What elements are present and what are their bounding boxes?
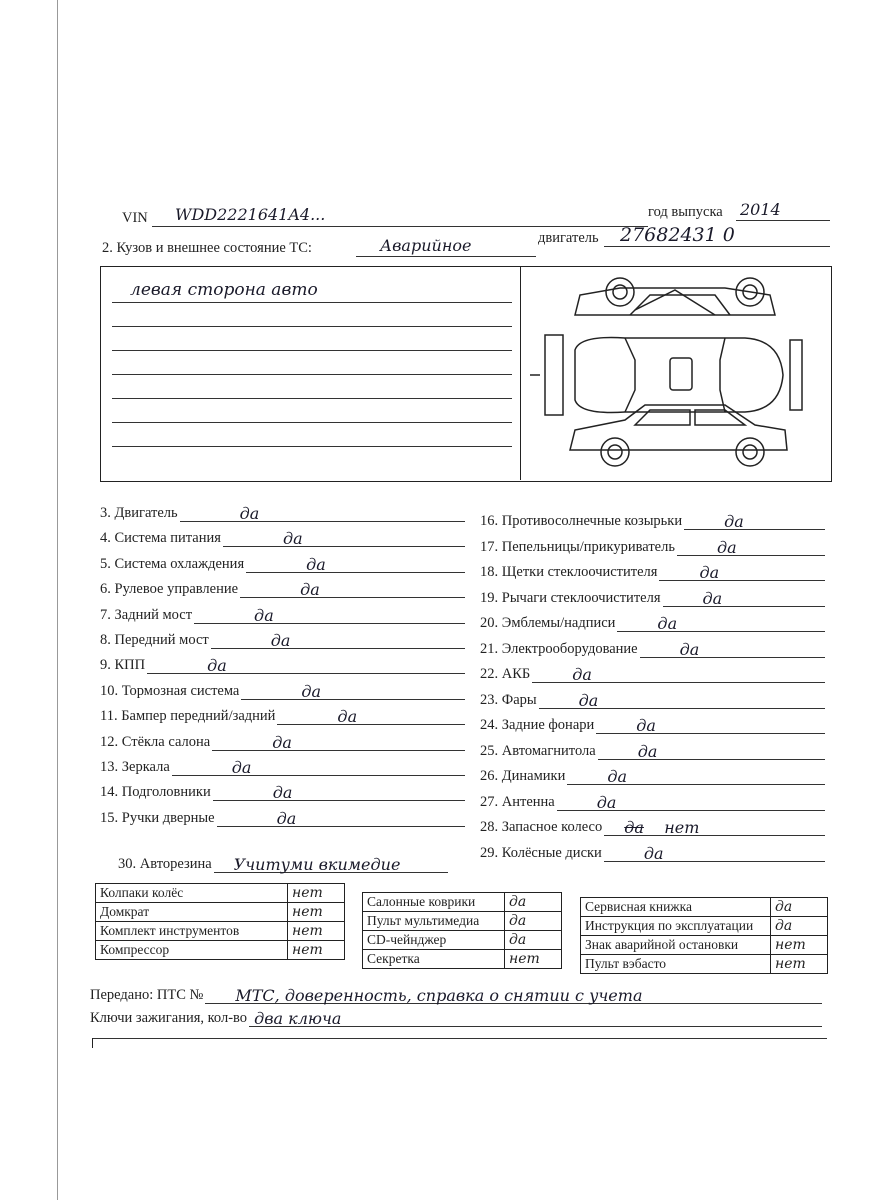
item-value: нет	[664, 818, 700, 837]
item-value: да	[637, 741, 658, 761]
item-line	[147, 656, 465, 676]
item-value: да	[282, 529, 303, 549]
box-divider	[520, 266, 521, 480]
notes-line	[112, 398, 512, 399]
equipment-label: Знак аварийной остановки	[581, 936, 771, 955]
equipment-row	[96, 884, 345, 903]
checklist-item	[480, 692, 825, 709]
item-label: 28. Запасное колесо	[480, 819, 603, 835]
item-line	[211, 631, 465, 650]
equipment-row	[581, 955, 828, 974]
equipment-value: нет	[288, 922, 345, 941]
item-line	[604, 843, 825, 863]
item-label: 9. КПП	[100, 657, 146, 674]
item-line	[567, 767, 825, 786]
equipment-value: нет	[288, 941, 345, 960]
item-label: 3. Двигатель	[100, 505, 178, 521]
item-value: да	[578, 690, 599, 710]
equipment-table-2	[362, 892, 562, 969]
checklist-item	[100, 556, 465, 573]
item-label: 17. Пепельницы/прикуриватель	[480, 538, 675, 555]
checklist-item	[480, 666, 825, 683]
checklist-item	[100, 657, 465, 674]
equipment-label: Пульт мультимедиа	[363, 912, 505, 931]
item-label: 6. Рулевое управление	[100, 581, 239, 598]
item-label: 12. Стёкла салона	[100, 733, 211, 750]
equipment-row	[96, 903, 345, 922]
equipment-row	[363, 912, 562, 931]
item-line	[217, 808, 465, 828]
item-value: да	[716, 537, 737, 557]
equipment-label: CD-чейнджер	[363, 931, 505, 950]
year-line	[736, 220, 830, 221]
item-value: да	[643, 843, 664, 863]
car-top-side-view	[575, 278, 775, 315]
item-label: 27. Антенна	[480, 793, 555, 810]
item-value: да	[337, 707, 358, 727]
keys-value: два ключа	[254, 1009, 342, 1028]
item-label: 25. Автомагнитола	[480, 742, 596, 759]
year-label: год выпуска	[648, 204, 723, 220]
item-value: да	[572, 665, 592, 684]
item-label: 14. Подголовники	[100, 784, 211, 801]
item-value: да	[272, 783, 293, 803]
item-value: да	[254, 605, 274, 625]
item-label: 10. Тормозная система	[100, 682, 240, 699]
equipment-value: нет	[505, 950, 562, 969]
checklist-item	[100, 759, 465, 776]
item-line	[617, 614, 825, 633]
equipment-value: нет	[288, 884, 345, 903]
item-value: да	[270, 631, 291, 650]
item-line	[212, 732, 465, 752]
equipment-label: Колпаки колёс	[96, 884, 288, 903]
equipment-value: нет	[288, 903, 345, 922]
checklist-item	[100, 530, 465, 547]
item-line	[223, 529, 465, 549]
equipment-row	[581, 936, 828, 955]
item-label: 21. Электрооборудование	[480, 640, 638, 657]
body-notes: левая сторона авто	[130, 280, 318, 300]
vin-value: WDD2221641A4...	[175, 205, 326, 224]
equipment-label: Домкрат	[96, 903, 288, 922]
item-label: 15. Ручки дверные	[100, 809, 215, 826]
vin-label: VIN	[122, 210, 148, 226]
item-line	[640, 639, 825, 659]
body-state-value: Аварийное	[380, 236, 472, 255]
item-label: 16. Противосолнечные козырьки	[480, 513, 683, 529]
equipment-label: Сервисная книжка	[581, 898, 771, 917]
checklist-item	[480, 539, 825, 556]
checklist-item	[480, 641, 825, 658]
checklist-item	[100, 810, 465, 827]
checklist-item	[480, 768, 825, 785]
equipment-value: да	[505, 931, 562, 950]
year-value: 2014	[740, 200, 781, 219]
item-line	[677, 537, 825, 557]
checklist-item	[480, 513, 825, 530]
item-label: 4. Система питания	[100, 530, 221, 547]
equipment-label: Компрессор	[96, 941, 288, 960]
item-value: да	[239, 504, 260, 523]
item-value: да	[301, 681, 322, 701]
notes-line	[112, 422, 512, 423]
struck-value: да	[624, 818, 644, 837]
equipment-value: да	[505, 912, 562, 931]
equipment-value: нет	[771, 936, 828, 955]
equipment-row	[363, 931, 562, 950]
item-line	[213, 783, 465, 803]
item-label: 13. Зеркала	[100, 759, 170, 775]
item-line	[596, 716, 825, 735]
notes-line	[112, 326, 512, 327]
item-value: да	[207, 656, 227, 676]
item-value: да	[276, 808, 297, 828]
engine-value: 27682431 0	[620, 224, 735, 246]
keys-row	[90, 1010, 822, 1027]
tyres-value: Учитуми вкимедие	[233, 855, 401, 874]
item-label: 29. Колёсные диски	[480, 844, 602, 861]
equipment-table-3	[580, 897, 828, 974]
item-value: да	[679, 639, 700, 659]
body-state-line	[356, 256, 536, 257]
notes-line	[112, 350, 512, 351]
notes-line	[112, 302, 512, 303]
pts-label: Передано: ПТС №	[90, 987, 204, 1003]
item-value: да	[306, 554, 326, 574]
checklist-item	[480, 564, 825, 581]
item-line	[598, 741, 825, 761]
checklist-item	[100, 708, 465, 725]
item-line	[277, 707, 465, 727]
equipment-value: нет	[771, 955, 828, 974]
equipment-label: Комплект инструментов	[96, 922, 288, 941]
equipment-label: Секретка	[363, 950, 505, 969]
equipment-value: да	[771, 917, 828, 936]
checklist-item	[100, 632, 465, 649]
checklist-item	[480, 717, 825, 734]
item-line	[246, 554, 465, 574]
item-label: 19. Рычаги стеклоочистителя	[480, 589, 661, 606]
checklist-item	[480, 819, 825, 836]
car-side-view	[570, 405, 787, 466]
item-line	[604, 818, 825, 837]
item-value: да	[596, 792, 617, 812]
tyres-label: 30. Авторезина	[118, 856, 212, 872]
item-label: 23. Фары	[480, 691, 537, 708]
item-label: 11. Бампер передний/задний	[100, 708, 276, 725]
body-label: 2. Кузов и внешнее состояние ТС:	[102, 240, 312, 256]
checklist-item	[480, 590, 825, 607]
item-line	[663, 588, 826, 608]
checklist-item	[100, 505, 465, 522]
equipment-row	[96, 922, 345, 941]
equipment-row	[581, 898, 828, 917]
equipment-label: Салонные коврики	[363, 893, 505, 912]
item-value: да	[300, 580, 320, 600]
checklist-item	[480, 845, 825, 862]
item-line	[684, 512, 825, 531]
equipment-label: Пульт вэбасто	[581, 955, 771, 974]
checklist-item	[100, 734, 465, 751]
notes-line	[112, 446, 512, 447]
item-label: 20. Эмблемы/надписи	[480, 615, 616, 631]
item-label: 26. Динамики	[480, 768, 566, 784]
car-plan-view	[530, 335, 802, 415]
item-line	[659, 563, 825, 582]
engine-label: двигатель	[538, 230, 599, 246]
tyres-row	[118, 856, 448, 873]
item-line	[180, 504, 465, 523]
checklist-item	[100, 581, 465, 598]
car-damage-diagram	[525, 270, 825, 478]
bottom-rule-tick	[92, 1038, 93, 1048]
equipment-row	[363, 893, 562, 912]
scan-edge	[57, 0, 58, 1200]
item-value: да	[724, 512, 744, 531]
item-value: да	[636, 716, 656, 735]
equipment-value: да	[505, 893, 562, 912]
item-value: да	[699, 563, 720, 582]
item-label: 18. Щетки стеклоочистителя	[480, 564, 658, 580]
item-value: да	[607, 767, 628, 786]
checklist-item	[100, 607, 465, 624]
checklist-item	[480, 615, 825, 632]
checklist-item	[100, 784, 465, 801]
equipment-row	[581, 917, 828, 936]
checklist-item	[480, 794, 825, 811]
item-value: да	[231, 758, 252, 777]
item-label: 22. АКБ	[480, 666, 531, 682]
pts-value: МТС, доверенность, справка о снятии с учета	[235, 986, 643, 1005]
engine-line	[604, 246, 830, 247]
item-label: 5. Система охлаждения	[100, 555, 245, 572]
item-line	[539, 690, 825, 710]
item-value: да	[657, 614, 678, 633]
item-line	[194, 605, 465, 625]
bottom-rule	[92, 1038, 827, 1039]
equipment-table-1	[95, 883, 345, 960]
item-label: 24. Задние фонари	[480, 717, 595, 733]
equipment-value: да	[771, 898, 828, 917]
item-label: 8. Передний мост	[100, 632, 209, 648]
item-line	[532, 665, 825, 684]
checklist-item	[480, 743, 825, 760]
item-label: 7. Задний мост	[100, 606, 193, 623]
equipment-row	[363, 950, 562, 969]
pts-row	[90, 987, 822, 1004]
item-value: да	[702, 588, 723, 608]
checklist-item	[100, 683, 465, 700]
equipment-label: Инструкция по эксплуатации	[581, 917, 771, 936]
item-line	[557, 792, 825, 812]
item-line	[241, 681, 465, 701]
keys-label: Ключи зажигания, кол-во	[90, 1010, 248, 1026]
item-value: да	[272, 732, 292, 752]
item-line	[172, 758, 465, 777]
notes-line	[112, 374, 512, 375]
vin-line	[152, 226, 648, 227]
item-line	[240, 580, 465, 600]
equipment-row	[96, 941, 345, 960]
